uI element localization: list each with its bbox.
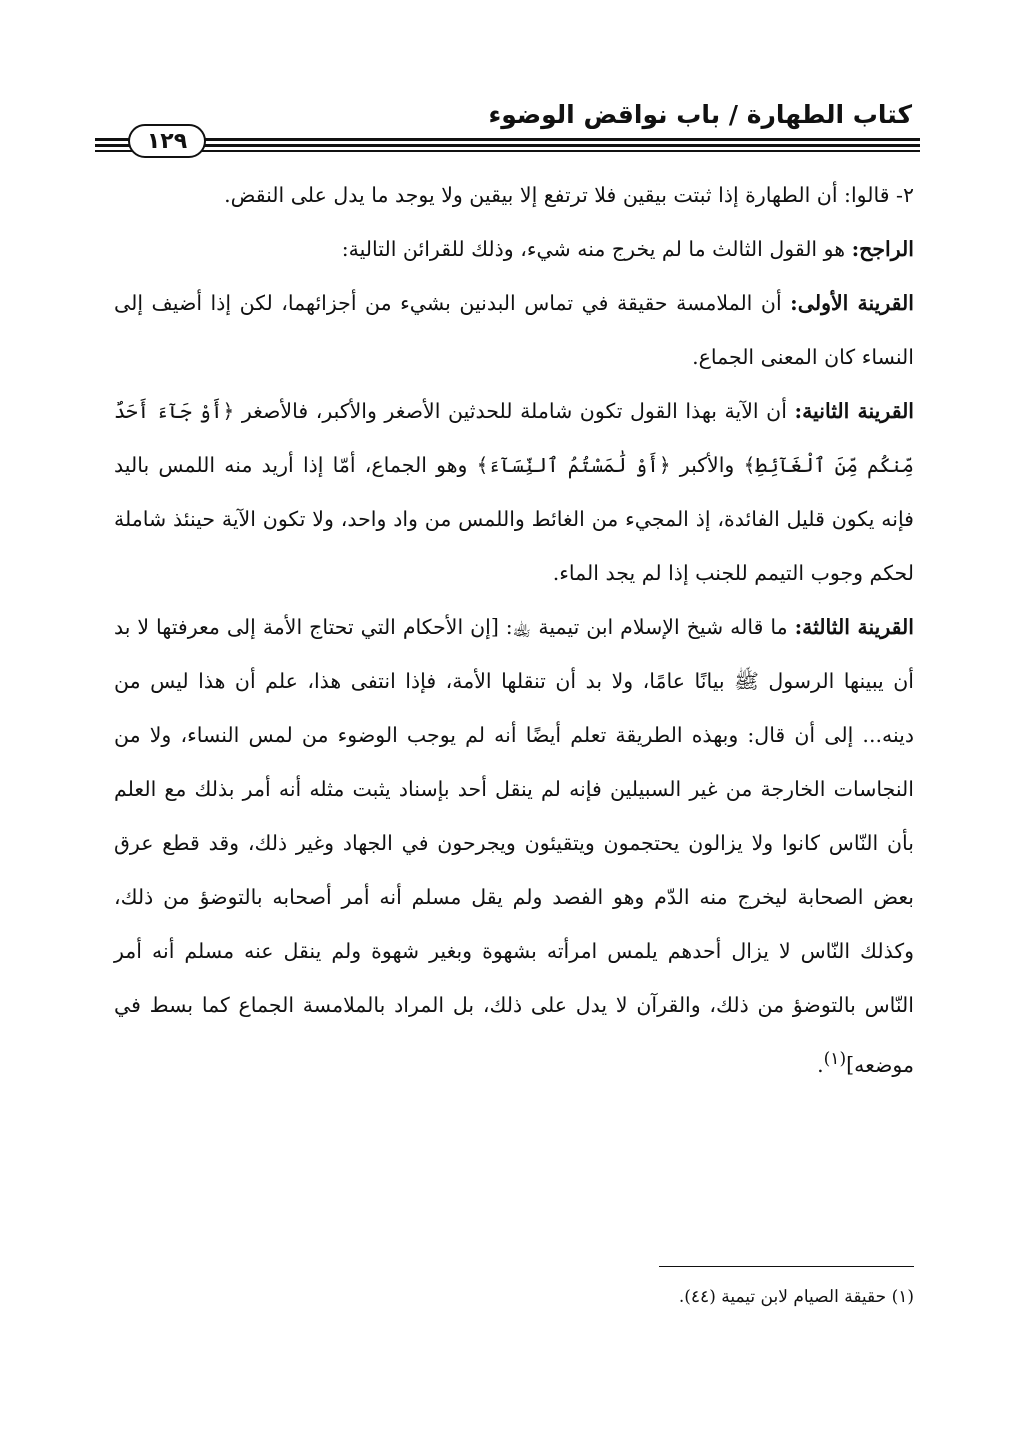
page-number: ١٢٩ <box>128 124 206 158</box>
quran-verse: ﴿أَوْ جَآءَ أَحَدٌ مِّنكُم مِّنَ ٱلْغَآئِطِ﴾ <box>114 399 915 477</box>
header-rule <box>95 138 920 154</box>
paragraph-text: ما قاله شيخ الإسلام ابن تيمية ﵀: [إن الأحكام التي تحتاج الأمة إلى معرفتها لا بد أن يبينها الرسول ﷺ بيانًا عامًا، ولا بد أن تنقلها الأمة، فإذا انتفى هذا، علم أن هذا ليس من دينه... إلى أن قال: وبهذه الطريقة تعلم أيضًا أنه لم يوجب الوضوء من لمس النساء، ولا من النجاسات الخارجة من غير السبيلين فإنه لم ينقل أحد بإسناد يثبت مثله أنه أمر بذلك مع العلم بأن النّاس كانوا ولا يزالون يحتجمون ويتقيئون ويجرحون في الجهاد وغير ذلك، وقد قطع عرق بعض الصحابة ليخرج منه الدّم وهو الفصد ولم يقل مسلم أنه أمر أصحابه بالتوضؤ من ذلك، وكذلك النّاس لا يزال أحدهم يلمس امرأته بشهوة وبغير شهوة ولم ينقل عنه مسلم أنه أمر النّاس بالتوضؤ من ذلك، والقرآن لا يدل على ذلك، بل المراد بالملامسة الجماع كما بسط في موضعه] <box>114 615 914 1077</box>
paragraph-text: والأكبر <box>670 453 744 477</box>
footnote-separator <box>659 1266 914 1267</box>
paragraph-term: القرينة الأولى: <box>790 291 914 315</box>
paragraph <box>114 168 914 222</box>
paragraph-text: وهو الجماع، أمّا إذا أريد منه اللمس باليد فإنه يكون قليل الفائدة، إذ المجيء من الغائط واللمس من واد واحد، ولا تكون الآية حينئذ شاملة لحكم وجوب التيمم للجنب إذا لم يجد الماء. <box>114 453 914 585</box>
paragraph-text: هو القول الثالث ما لم يخرج منه شيء، وذلك للقرائن التالية: <box>341 237 852 261</box>
running-header-title: كتاب الطهارة / باب نواقض الوضوء <box>488 100 912 129</box>
footnote-reference[interactable]: (١) <box>823 1049 847 1069</box>
paragraph-text: ٢- قالوا: أن الطهارة إذا ثبتت بيقين فلا ترتفع إلا بيقين ولا يوجد ما يدل على النقض. <box>224 183 914 207</box>
paragraph-text: أن الآية بهذا القول تكون شاملة للحدثين الأصغر والأكبر، فالأصغر <box>234 399 795 423</box>
footnote: (١) حقيقة الصيام لابن تيمية (٤٤). <box>678 1287 914 1307</box>
paragraph <box>114 384 914 600</box>
paragraph <box>114 600 914 1092</box>
main-text <box>114 168 914 1092</box>
paragraph <box>114 276 914 384</box>
header-rule-line <box>95 138 920 141</box>
paragraph-term: الراجح: <box>851 237 914 261</box>
header-rule-line <box>95 150 920 152</box>
paragraph-term: القرينة الثانية: <box>794 399 915 423</box>
paragraph <box>114 222 914 276</box>
paragraph-text: أن الملامسة حقيقة في تماس البدنين بشيء من أجزائهما، لكن إذا أضيف إلى النساء كان المعنى الجماع. <box>114 291 914 369</box>
paragraph-term: القرينة الثالثة: <box>794 615 914 639</box>
quran-verse: ﴿أَوْ لَٰمَسْتُمُ ٱلنِّسَآءَ﴾ <box>476 453 671 477</box>
paragraph-text: . <box>817 1052 824 1077</box>
header-rule-line <box>95 144 920 147</box>
